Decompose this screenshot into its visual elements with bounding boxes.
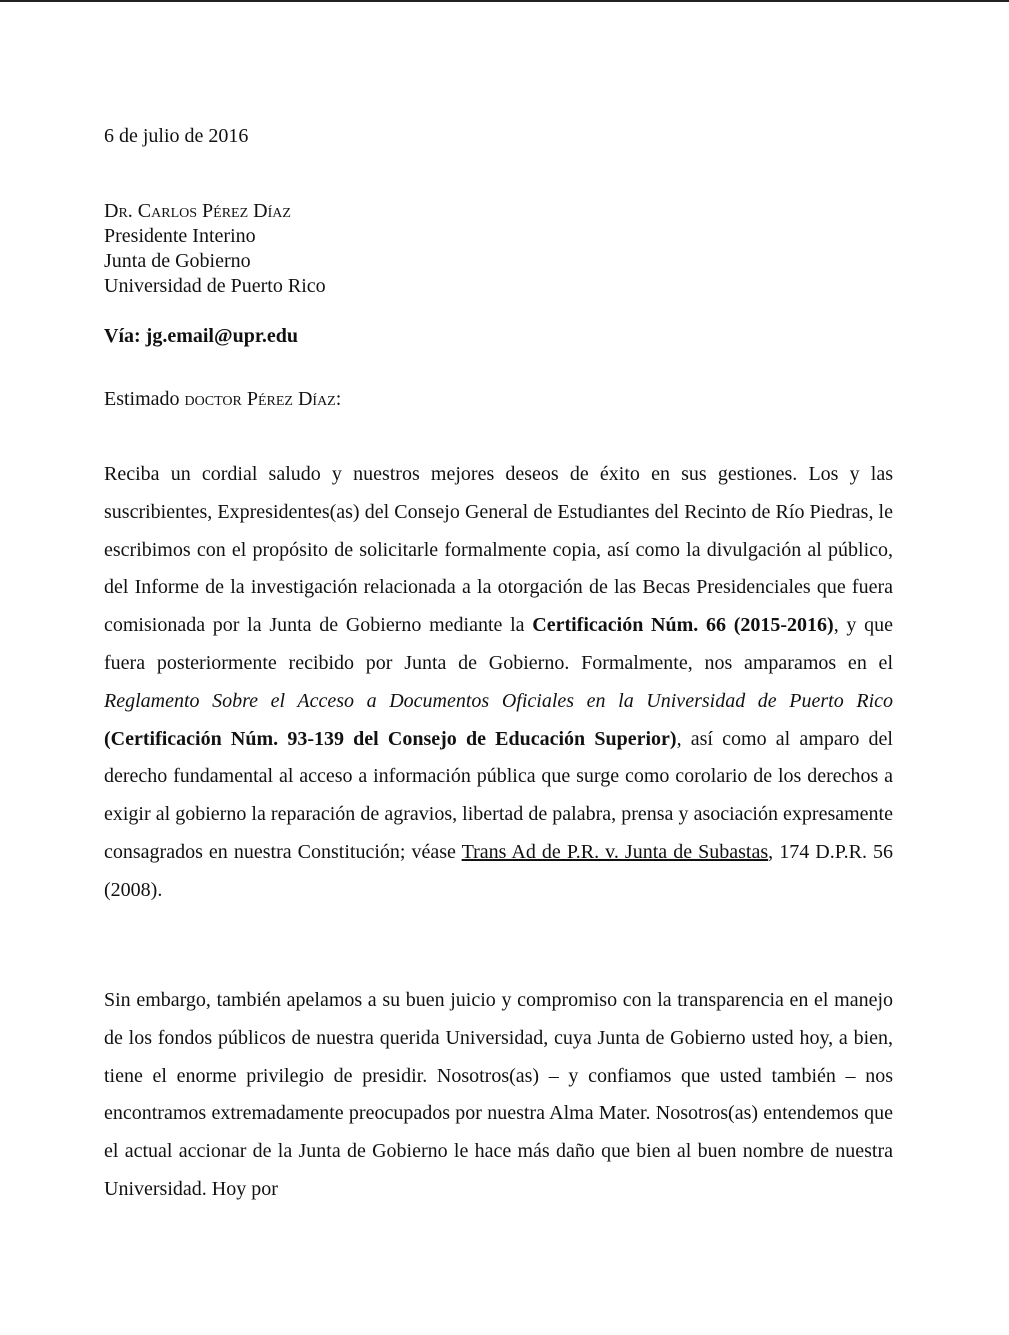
via-email: jg.email@upr.edu [145, 325, 298, 347]
salutation-name: doctor Pérez Díaz: [184, 388, 342, 410]
recipient-title: Presidente Interino [104, 225, 256, 247]
recipient-name: Dr. Carlos Pérez Díaz [104, 200, 291, 222]
p1-certification-93-139: (Certificación Núm. 93-139 del Consejo de Educación Superior) [104, 727, 677, 750]
page-top-border [0, 0, 1009, 2]
p1-text-4: , así como al amparo del derecho fundamental al acceso a información pública que surge como corolario de los derechos a exigir al gobierno la reparación de agravios, libertad de palabra, prensa y asociación expresamente consagrados en nuestra Constitución; véase [104, 727, 893, 863]
body-paragraph-1 [104, 456, 893, 910]
p1-text-1: Reciba un cordial saludo y nuestros mejores deseos de éxito en sus gestiones. Los y las suscribientes, Expresidentes(as) del Consejo General de Estudiantes del Recinto de Río Piedras, le escribimos con el propósito de solicitarle formalmente copia, así como la divulgación al público, del Informe de la investigación relacionada a la otorgación de las Becas Presidenciales que fuera comisionada por la Junta de Gobierno mediante la [104, 463, 893, 637]
p1-text-5: , 174 D.P.R. 56 (2008). [104, 840, 894, 901]
recipient-organization: Junta de Gobierno [104, 250, 251, 272]
p1-certification-66: Certificación Núm. 66 (2015-2016) [532, 614, 834, 637]
p1-text-2: , y que fuera posteriormente recibido por Junta de Gobierno. Formalmente, nos amparamos en el [104, 614, 893, 674]
salutation-prefix: Estimado [104, 388, 180, 410]
p1-regulation-title: Reglamento Sobre el Acceso a Documentos Oficiales en la Universidad de Puerto Rico [104, 689, 893, 712]
via-line [104, 326, 298, 346]
body-paragraph-2: Sin embargo, también apelamos a su buen juicio y compromiso con la transparencia en el manejo de los fondos públicos de nuestra querida Universidad, cuya Junta de Gobierno usted hoy, a bien, tiene el enorme privilegio de presidir. Nosotros(as) – y confiamos que usted también – nos encontramos extremadamente preocupados por nuestra Alma Mater. Nosotros(as) entendemos que el actual accionar de la Junta de Gobierno le hace más daño que bien al buen nombre de nuestra Universidad. Hoy por [104, 989, 893, 1200]
via-label: Vía: [104, 325, 141, 347]
salutation [104, 389, 341, 409]
p1-case-citation: Trans Ad de P.R. v. Junta de Subastas [461, 840, 769, 863]
letter-date: 6 de julio de 2016 [104, 125, 249, 147]
recipient-institution: Universidad de Puerto Rico [104, 275, 326, 297]
